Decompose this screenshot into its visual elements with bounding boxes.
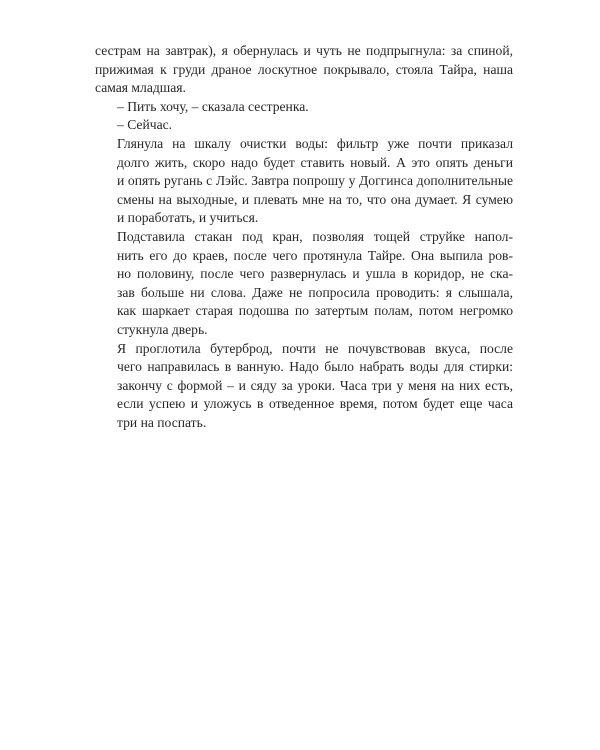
paragraph-line: Подставила стакан под кран, позволяя тощей струйке напол-	[117, 228, 513, 244]
paragraph-2	[95, 98, 513, 117]
paragraph-5	[95, 228, 513, 340]
paragraph-line: нить его до краев, после чего протянула Тайре. Она выпила ров-	[117, 247, 513, 263]
paragraph-line: закончу с формой – и сяду за уроки. Часа три у меня на них есть,	[117, 377, 513, 393]
paragraph-3	[95, 116, 513, 135]
paragraph-6	[95, 340, 513, 433]
paragraph-line: сестрам на завтрак), я обернулась и чуть не подпрыгнула: за спиной,	[95, 43, 513, 58]
paragraph-line: Глянула на шкалу очистки воды: фильтр уже почти приказал	[117, 135, 513, 151]
paragraph-line: но половину, после чего развернулась и ушла в коридор, не ска-	[117, 266, 513, 282]
paragraph-line: если успею и уложусь в отведенное время, потом будет еще часа	[117, 396, 513, 412]
paragraph-line: стукнула дверь.	[117, 321, 208, 337]
paragraph-line: прижимая к груди драное лоскутное покрывало, стояла Тайра, наша	[95, 61, 513, 77]
paragraph-line: Я проглотила бутерброд, почти не почувствовав вкуса, после	[117, 340, 513, 356]
paragraph-line: как шаркает старая подошва по затертым полам, потом негромко	[117, 303, 513, 319]
paragraph-line: зав больше ни слова. Даже не попросила проводить: я слышала,	[117, 284, 513, 300]
document-page	[95, 42, 513, 432]
paragraph-line: и опять ругань с Лэйс. Завтра попрошу у Доггинса дополнительные	[117, 173, 513, 189]
paragraph-4	[95, 135, 513, 228]
paragraph-line: три на поспать.	[117, 414, 207, 430]
paragraph-1	[95, 42, 513, 98]
paragraph-line: самая младшая.	[95, 80, 186, 96]
paragraph-line: и поработать, и учиться.	[117, 210, 259, 226]
paragraph-line: долго жить, скоро надо будет ставить новый. А это опять деньги	[117, 154, 513, 170]
paragraph-line: чего направилась в ванную. Надо было набрать воды для стирки:	[117, 359, 513, 375]
paragraph-line: смены на выходные, и плевать мне на то, что она думает. Я сумею	[117, 191, 513, 207]
paragraph-line: – Сейчас.	[117, 117, 173, 133]
paragraph-line: – Пить хочу, – сказала сестренка.	[117, 98, 309, 114]
